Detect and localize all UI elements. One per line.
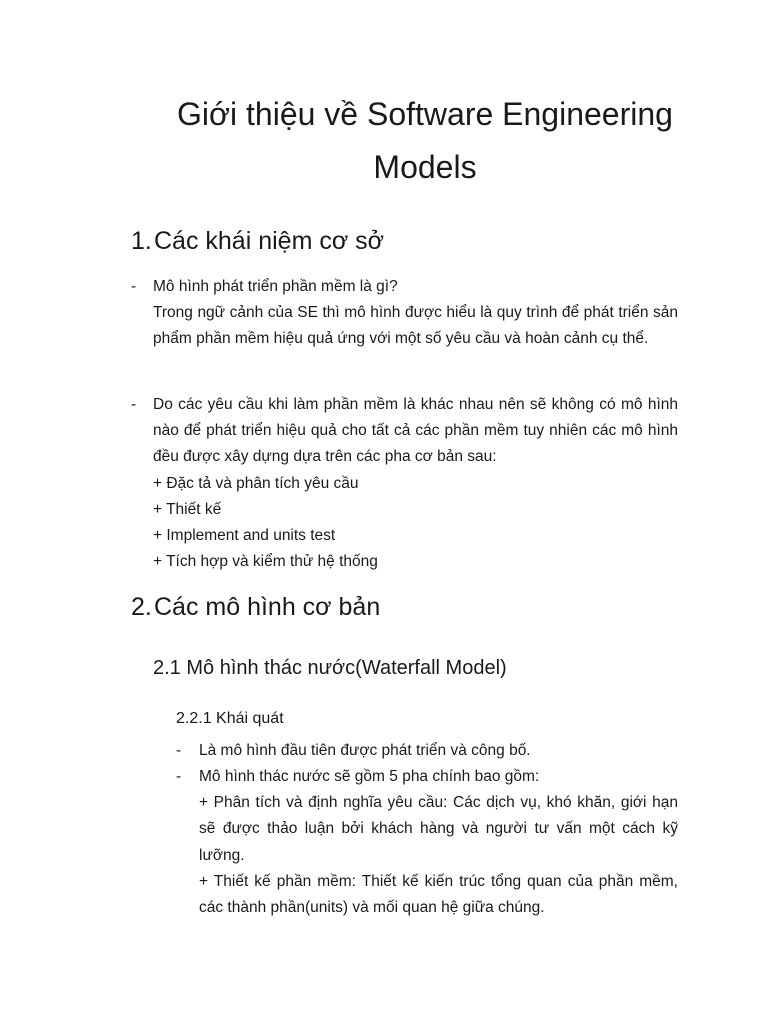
- title-line-2: Models: [373, 149, 477, 185]
- section-2-number: 2.: [131, 593, 152, 621]
- bullet-dash: -: [131, 396, 137, 413]
- subsection-heading: 2.1 Mô hình thác nước(Waterfall Model): [153, 657, 507, 679]
- phase-item: + Tích hợp và kiểm thử hệ thống: [153, 553, 378, 571]
- phase-item: + Đặc tả và phân tích yêu cầu: [153, 474, 359, 492]
- bullet-text: Mô hình thác nước sẽ gồm 5 pha chính bao gồm:: [199, 768, 540, 785]
- document-title: [130, 88, 720, 194]
- phase-item: + Thiết kế: [153, 500, 222, 518]
- phase-item: + Implement and units test: [153, 527, 336, 545]
- section-1-bullet-2: [131, 392, 678, 575]
- bullet-dash: -: [176, 768, 182, 785]
- bullet-dash: -: [131, 278, 137, 295]
- bullet-question: Mô hình phát triển phần mềm là gì?: [153, 278, 398, 295]
- section-2-bullet-2: [176, 764, 678, 921]
- bullet-dash: -: [176, 742, 182, 759]
- section-1-heading: [131, 226, 384, 256]
- title-line-1: Giới thiệu về Software Engineering: [177, 96, 673, 132]
- section-2-bullet-1: [176, 738, 678, 764]
- bullet-text: Do các yêu cầu khi làm phần mềm là khác nhau nên sẽ không có mô hình nào để phát triển hiệu quả cho tất cả các phần mềm tuy nhiên các mô hình đều được xây dựng dựa trên các pha cơ bản sau:: [153, 396, 678, 466]
- phase-item: + Phân tích và định nghĩa yêu cầu: Các dịch vụ, khó khăn, giới hạn sẽ được thảo luận bởi khách hàng và người tư vấn một cách kỹ lưỡng.: [199, 794, 678, 864]
- section-2-heading: [131, 592, 380, 622]
- phase-item: + Thiết kế phần mềm: Thiết kế kiến trúc tổng quan của phần mềm, các thành phần(units) và mối quan hệ giữa chúng.: [199, 872, 678, 917]
- section-2-title: Các mô hình cơ bản: [154, 593, 381, 621]
- section-1-number: 1.: [131, 227, 152, 255]
- bullet-answer: Trong ngữ cảnh của SE thì mô hình được hiểu là quy trình để phát triển sản phẩm phần mềm hiệu quả ứng với một số yêu cầu và hoàn cảnh cụ thể.: [153, 304, 678, 348]
- subsubsection-heading: 2.2.1 Khái quát: [176, 710, 284, 727]
- section-1-title: Các khái niệm cơ sở: [154, 227, 385, 255]
- section-1-bullet-1: [131, 274, 678, 353]
- bullet-text: Là mô hình đầu tiên được phát triển và công bố.: [199, 742, 531, 759]
